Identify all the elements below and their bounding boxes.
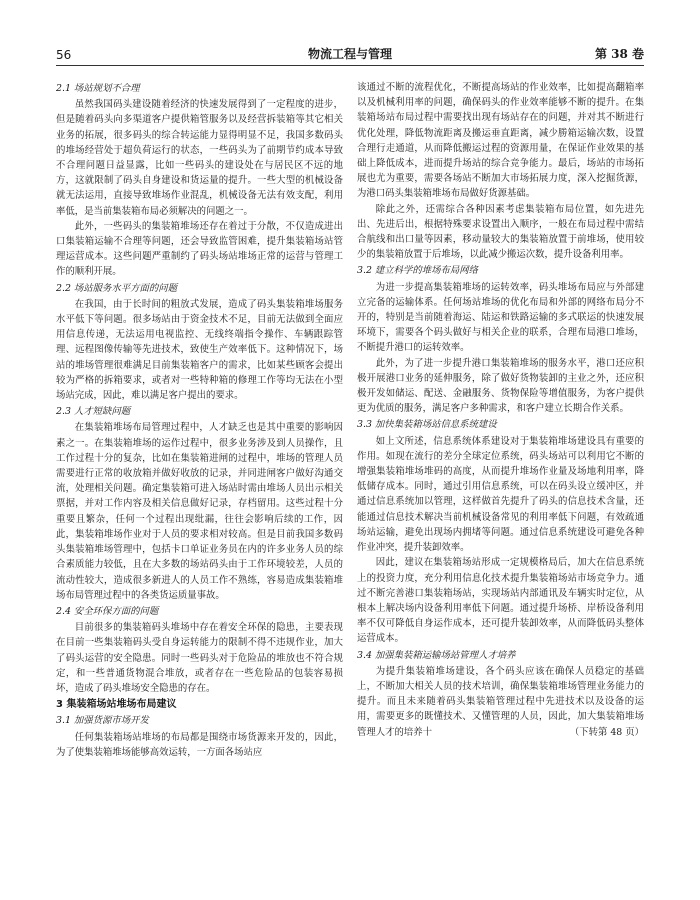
paragraph: 在我国，由于长时间的粗放式发展，造成了码头集装箱堆场服务水平低下等问题。很多场站由于资金技术不足，目前无法做到全面应用信息传递，无法运用电视监控、无线终端指令操作、车辆跟踪管理、远程图像传输等先进技术，致使生产效率低下。这种情况下，场站的堆场管理很难满足目前集装箱客户的需求，比如某些顾客会提出较为严格的拆箱要求，或者对一些特种箱的修理工作等均无法在小型场站完成，因此，难以满足客户提出的要求。 [56,298,343,402]
paragraph: 如上文所述，信息系统体系建设对于集装箱堆场建设具有重要的作用。如现在流行的差分全球定位系统，码头场站可以利用它不断的增强集装箱堆场堆码的高度，从而提升堆场作业量及场地利用率，降低储存成本。同时，通过引用信息系统，可以在码头设立缓冲区，并通过信息系统加以管理，这样做首先提升了码头的信息技术含量，还能通过信息技术解决当前机械设备常见的利用率低下问题，有效疏通场站运输，避免出现场内拥堵等问题。通过信息系统建设可避免各种作业冲突，提升装卸效率。 [357,435,644,554]
paragraph: 目前很多的集装箱码头堆场中存在着安全环保的隐患，主要表现在目前一些集装箱码头受自身运转能力的限制不得不违规作业，加大了码头运营的安全隐患。同时一些码头对于危险品的堆放也不符合规定，和一些普通货物混合堆放，或者存在一些危险品的包装容易损坏，造成了码头堆场安全隐患的存在。 [56,622,343,694]
section-heading-3-4: 3.4 加强集装箱运输场站管理人才培养 [357,649,516,661]
section-heading-3: 3 集装箱场站堆场布局建议 [56,699,177,711]
right-column [357,80,644,872]
paragraph [357,664,644,740]
page-header [56,40,644,66]
paragraph: 为进一步提高集装箱堆场的运转效率，码头堆场布局应与外部建立完备的运输体系。任何场站堆场的优化布局和外部的网络布局分不开的，特别是当前随着海运、陆运和铁路运输的多式联运的快速发展环境下，需要各个码头做好与相关企业的联系，合理布局港口堆场，不断提升港口的运转效率。 [357,281,644,354]
paragraph-text: 为提升集装箱堆场建设，各个码头应该在确保人员稳定的基础上，不断加大相关人员的技术培训，确保集装箱堆场管理业务能力的提升。而且未来随着码头集装箱管理过程中先进技术以及设备的运用，需要更多的既懂技术、又懂管理的人员，因此，加大集装箱堆场管理人才的培养十 [357,665,644,738]
paragraph: 除此之外，还需综合各种因素考虑集装箱布局位置，如先进先出、先进后出，根据特殊要求设置出入顺序，一般在布局过程中需结合航线和出口量等因素，移动量较大的集装箱放置于前堆场，使用较少的集装箱放置于后堆场，以此减少搬运次数，提升设备利用率。 [357,203,644,261]
paragraph: 此外，为了进一步提升港口集装箱堆场的服务水平，港口还应积极开展港口业务的延伸服务，除了做好货物装卸的主业之外，还应积极开发如储运、配送、金融服务、货物保险等增值服务，为客户提供更为优质的服务，满足客户多种需求，和客户建立长期合作关系。 [357,357,644,415]
paragraph: 任何集装箱场站堆场的布局都是围绕市场货源来开发的，因此，为了使集装箱堆场能够高效运转，一方面各场站应 [56,731,343,758]
page-number: 56 [56,48,72,62]
body-columns [56,80,644,872]
section-heading-3-2: 3.2 建立科学的堆场布局网络 [357,265,479,277]
left-column [56,80,343,872]
section-heading-2-3: 2.3 人才短缺问题 [56,406,131,418]
section-heading-3-1: 3.1 加强货源市场开发 [56,715,149,727]
continued-on-note: （下转第 48 页） [569,726,644,738]
journal-title: 物流工程与管理 [307,47,392,61]
section-heading-2-2: 2.2 场站服务水平方面的问题 [56,282,178,294]
paragraph-continued: 该通过不断的流程优化，不断提高场站的作业效率，比如提高翻箱率以及机械利用率的问题，确保码头的作业效率能够不断的提升。在集装箱场站布局过程中需要找出现有场站存在的问题，并对其不断进行优化处理，降低物流距离及搬运垂直距离，减少勝箱运输次数，设置合理行走通道，从而降低搬运过程的资源用量，在保证作业效果的基础上降低成本，进而提升场站的综合竞争能力。最后，场站的市场拓展也尤为重要，需要各场站不断加大市场拓展力度，深入挖掘货源，为港口码头集装箱堆场布局做好货源基础。 [357,82,644,200]
paragraph: 因此，建议在集装箱场站形成一定规模格局后，加大在信息系统上的投资力度，充分利用信息化技术提升集装箱场站市场竞争力。通过不断完善港口集装箱场站，实现场站内部通讯及车辆实时定位，从根本上解决场内设备利用率低下问题。通过提升场桥、岸桥设备利用率不仅可降低自身运作成本，还可提升装卸效率，从而降低码头整体运营成本。 [357,557,644,645]
section-heading-3-3: 3.3 加快集装箱场站信息系统建设 [357,419,497,431]
paragraph: 此外，一些码头的集装箱堆场还存在着过于分散，不仅造成进出口集装箱运输不合理等问题，还会导致监管困难，提升集装箱场站管理运营成本。这些问题严重制约了码头场站堆场正常的运营与管理工作的顺利开展。 [56,220,343,278]
volume-label: 第 38 卷 [594,47,644,61]
section-heading-2-1: 2.1 场站规划不合理 [56,83,140,94]
paragraph: 虽然我国码头建设随着经济的快速发展得到了一定程度的进步，但是随着码头向多渠道客户提供箱管服务以及经营拆装箱等其它相关业务的拓展，很多码头的综合转运能力显得明显不足，我国多数码头的堆场经营处于超负荷运行的状态，一些码头为了前期节约成本导致不合理问题日益显露，比如一些码头的建设处在与居民区不远的地方，这就限制了码头自身建设和货运量的提升。一些大型的机械设备就无法运用，直接导致堆场作业混乱，机械设备无法有效支配，利用率低，是当前集装箱布局必须解决的问题之一。 [56,99,343,217]
paragraph: 在集装箱堆场布局管理过程中，人才缺乏也是其中重要的影响因素之一。在集装箱堆场的运作过程中，很多业务涉及到人员操作，且工作过程十分的复杂，比如在集装箱进闸的过程中，堆场的管理人员需要进行正常的收放箱并做好收放的记录，并同进闸客户做好沟通交流，处理相关问题。确定集装箱可进入场站时需由堆场人员出示相关票据，并对工作内容及相关信息做好记录，存档留用。这些过程十分重要且繁杂，任何一个过程出现纰漏，往往会影响后续的工作，因此，集装箱堆场作业对于人员的要求相对较高。但是目前我国多数码头集装箱堆场管理中，包括卡口单证业务员在内的许多业务人员的综合素质能力较低，且在大多数的场站码头由于工作环境较差，人员的流动性较大，造成很多新进人的人员工作不熟练，容易造成集装箱堆场布局管理过程中的各类货运质量事故。 [56,422,343,601]
section-heading-2-4: 2.4 安全环保方面的问题 [56,605,159,617]
